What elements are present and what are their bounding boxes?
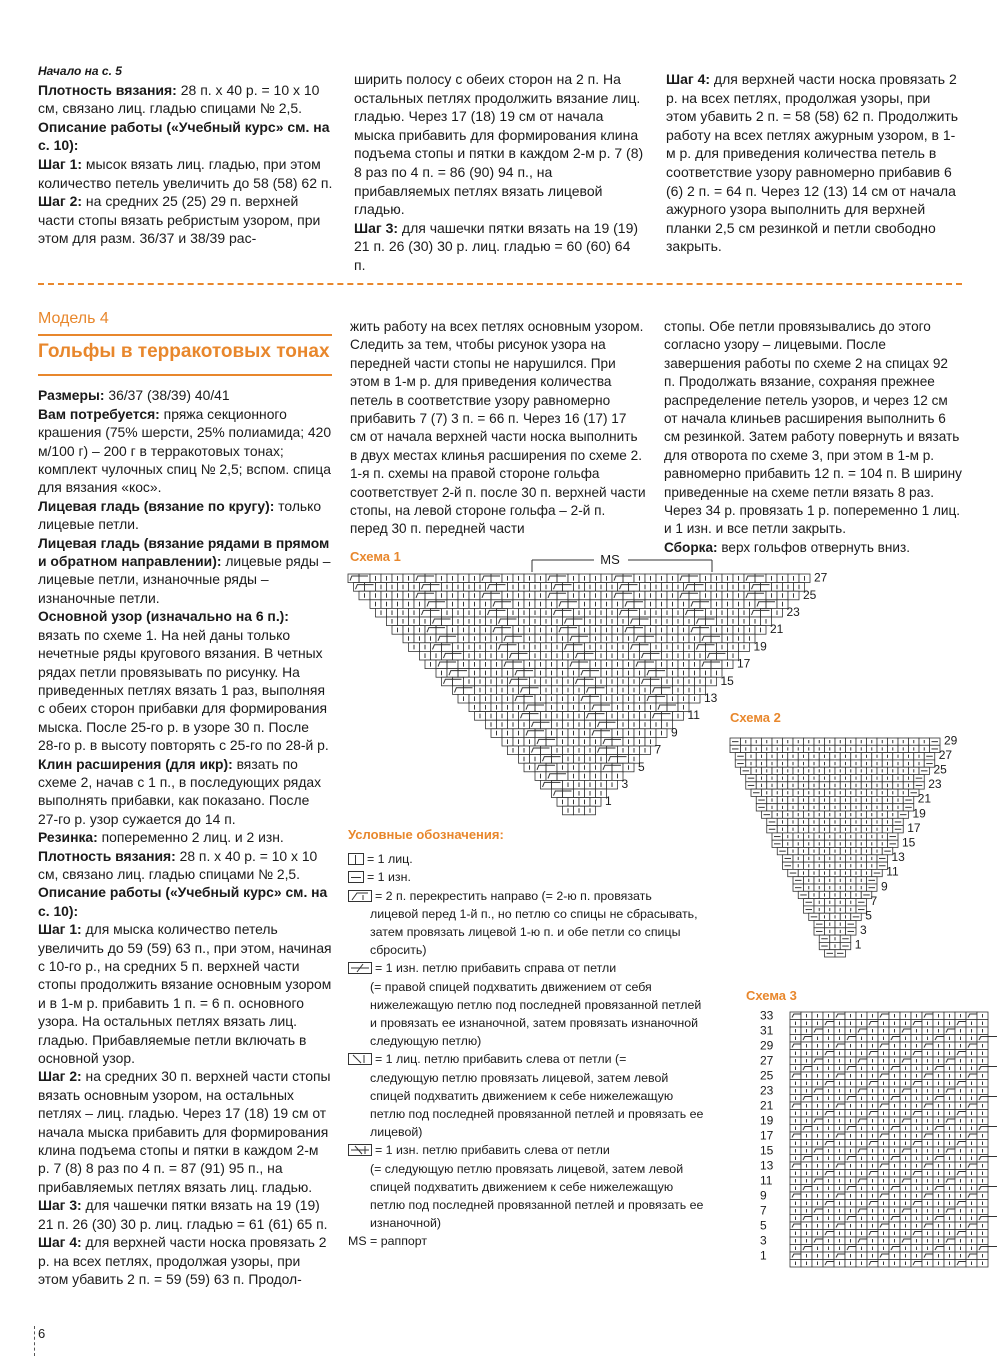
svg-text:1: 1 (854, 937, 862, 952)
svg-text:17: 17 (760, 1128, 774, 1143)
scheme-2-title: Схема 2 (730, 710, 781, 725)
paragraph: Размеры: 36/37 (38/39) 40/41 (38, 387, 230, 404)
paragraph: Шаг 4: для верхней части носка провязать 2 р. на всех петлях, продолжая узоры, при этом убавить 2 п. = 59 (59) 63 п. Продол- (38, 1234, 327, 1287)
scheme-3-chart (756, 1008, 966, 1270)
svg-text:13: 13 (891, 850, 905, 865)
svg-text:21: 21 (917, 791, 932, 806)
continued-note: Начало на с. 5 (38, 64, 122, 78)
svg-text:9: 9 (881, 879, 888, 894)
svg-text:19: 19 (912, 806, 926, 821)
legend-ms: MS = раппорт (348, 1234, 428, 1249)
svg-text:27: 27 (814, 570, 828, 585)
paragraph: стопы. Обе петли провязывались до этого согласно узору – лицевыми. После завершения работы по схеме 2 на спицах 92 п. Продолжать вязание, сохраняя прежнее распределение петель узоров, и через 12 см от начала клиньев расширения выполнить 6 см резинкой. Затем работу повернуть и вязать для отворота по схеме 3, при этом в 1-м р. равномерно прибавить 12 п. = 104 п. В ширину приведенные на схеме петли вязать 8 раз. Через 34 р. провязать 1 р. попеременно 1 лиц. и 1 изн. и все петли закрыть. (664, 319, 962, 537)
page-number: 6 (38, 1326, 46, 1341)
paragraph: Шаг 4: для верхней части носка провязать 2 р. на всех петлях, продолжая узоры, при этом убавить 2 п. = 58 (58) 62 п. Продолжить работу на всех петлях ажурным узором, в 1-м р. для приведения количества петель в соответствие узору равномерно прибавив 6 (6) 2 п. = 64 п. Через 12 (13) 14 см от начала ажурного узора выполнить для верхней планки 2,5 см резинкой и петли свободно закрыть. (666, 71, 959, 255)
scheme-3-grid (760, 1009, 997, 1268)
svg-text:23: 23 (760, 1083, 774, 1098)
model-title: Гольфы в терракотовых тонах (38, 341, 330, 363)
svg-text:9: 9 (671, 725, 678, 740)
svg-text:5: 5 (865, 908, 872, 923)
scheme-2-grid (730, 733, 958, 957)
increase-purl-right-icon (348, 962, 372, 974)
svg-text:7: 7 (654, 742, 662, 757)
svg-text:1: 1 (605, 794, 612, 809)
paragraph: Шаг 1: мысок вязать лиц. гладью, при этом количество петель увеличить до 58 (58) 62 п. (38, 155, 333, 191)
section-divider (38, 283, 962, 285)
legend: Условные обозначения: = 1 лиц. = 1 изн. = 2 п. перекрестить направо (= 2-ю п. провязать лицевой перед 1-й п., но петлю со спицы не сбрасывать, затем провязать лицевой 1-ю п. и обе петли со спицы сбросить) = 1 изн. петлю прибавить справа от петли (= правой спицей подхватить движением от себя нижележащую петлю под последней провязанной петлей и провязать ее изнаночной, затем провязать изнаночной следующую петлю) = 1 лиц. петлю прибавить слева от петли (= следующую петлю провязать лицевой, затем левой спицей подхватить движением к себе нижележащую петлю под последней провязанной петлей и провязать ее лицевой) = 1 изн. петлю прибавить слева от петли (= следующую петлю провязать лицевой, затем левой спицей подхватить движением к себе нижележащую петлю под последней провязанной петлей и провязать ее изнаночной) MS = раппорт (348, 826, 708, 1251)
paragraph: Шаг 2: на средних 25 (25) 29 п. верхней части стопы вязать ребристым узором, при этом для разм. 36/37 и 38/39 рас- (38, 193, 321, 247)
svg-text:27: 27 (760, 1053, 774, 1068)
svg-text:23: 23 (928, 777, 942, 792)
svg-text:31: 31 (760, 1023, 774, 1038)
top-column-2 (354, 70, 644, 275)
legend-item-cross-right: = 2 п. перекрестить направо (= 2-ю п. провязать (348, 887, 708, 905)
paragraph: Плотность вязания: 28 п. х 40 р. = 10 х 10 см, связано лиц. гладью спицами № 2,5. (38, 847, 318, 882)
legend-item-inc-purl-right: = 1 изн. петлю прибавить справа от петли (348, 959, 708, 977)
svg-text:21: 21 (770, 622, 784, 637)
paragraph: жить работу на всех петлях основным узором. Следить за тем, чтобы рисунок узора на передней части стопы не нарушился. При этом в 1-м р. для приведения количества петель в соответствие узору равномерно прибавить 7 (7) 3 п. = 66 п. Через 16 (17) 17 см от начала верхней части носка выполнить в двух местах клинья расширения по схеме 2. 1-я п. схемы на правой стороне гольфа соответствует 2-й п. после 30 п. верхней части стопы, на левой стороне гольфа – 2-й п. перед 30 п. передней части (350, 319, 646, 537)
section-heading: Описание работы («Учебный курс» см. на с. 10): (38, 884, 328, 919)
svg-text:21: 21 (760, 1098, 774, 1113)
svg-text:15: 15 (760, 1143, 774, 1158)
svg-text:3: 3 (621, 777, 629, 791)
paragraph: Лицевая гладь (вязание по кругу): только лицевые петли. (38, 497, 322, 533)
svg-text:23: 23 (786, 605, 800, 619)
scheme-1-title: Схема 1 (350, 549, 401, 564)
model-label: Модель 4 (38, 310, 109, 327)
cross-right-icon (348, 890, 372, 902)
scheme-3-title: Схема 3 (746, 988, 797, 1003)
svg-text:9: 9 (760, 1188, 767, 1203)
paragraph: Шаг 3: для чашечки пятки вязать на 19 (19) 21 п. 26 (30) 30 р. лиц. гладью = 61 (61) 65 п. (38, 1197, 328, 1232)
paragraph: Плотность вязания: 28 п. х 40 р. = 10 х 10 см, связано лиц. гладью спицами № 2,5. (38, 81, 320, 117)
top-column-1 (38, 62, 334, 248)
svg-text:29: 29 (760, 1038, 774, 1053)
svg-text:13: 13 (704, 691, 718, 705)
svg-text:19: 19 (760, 1113, 774, 1128)
paragraph: Шаг 1: для мыска количество петель увеличить до 59 (59) 63 п., при этом, начиная с 10-го р., на средних 5 п. верхней части стопы продолжить вязание основным узором и в 1-м р. прибавить 1 п. = 6 п. основного узора. На остальных петлях вязать лиц. гладью. Прибавляемые петли включать в основной узор. (38, 921, 332, 1067)
model-title-box (38, 334, 332, 376)
paragraph: Основной узор (изначально на 6 п.): вязать по схеме 1. На ней даны только нечетные ряды кругового вязания. В четных рядах петли провязывать по рисунку. На приведенных петлях вязать 1 раз, выполняя с обеих сторон прибавки для формирования мыска. После 25-го р. в узоре 30 п. После 28-го р. в высоту повторять с 25-го по 28-й р. (38, 608, 329, 754)
legend-item-purl: = 1 изн. (348, 868, 708, 886)
paragraph: Резинка: попеременно 2 лиц. и 2 изн. (38, 829, 284, 846)
paragraph: Шаг 2: на средних 30 п. верхней части стопы вязать основным узором, на остальных петлях – лиц. гладью. Через 17 (18) 19 см от начала мыска прибавить для формирования клина подъема стопы и пятки в каждом 2-м р. 7 (8) 8 раз по 4 п. = 87 (91) 95 п., на прибавляемых петлях вязать лиц. гладью. (38, 1068, 331, 1195)
paragraph: Сборка: верх гольфов отвернуть вниз. (664, 539, 911, 555)
svg-text:27: 27 (938, 747, 953, 762)
legend-item-inc-knit-left: = 1 лиц. петлю прибавить слева от петли (= (348, 1050, 708, 1068)
increase-knit-left-icon (348, 1053, 372, 1065)
top-column-3 (666, 70, 962, 256)
paragraph: ширить полосу с обеих сторон на 2 п. На остальных петлях продолжить вязание лиц. гладью. Через 17 (18) 19 см от начала мыска прибавить для формирования клина подъема стопы и пятки в каждом 2-м р. 7 (8) 8 раз по 4 п. = 86 (90) 94 п., на прибавляемых петлях вязать лицевой гладью. (354, 71, 644, 218)
paragraph: Клин расширения (для икр): вязать по схеме 2, начав с 1 п., в последующих рядах выполнять прибавки, как показано. После 27-го р. узор сужается до 14 п. (38, 755, 322, 827)
section-heading: Описание работы («Учебный курс» см. на с. 10): (38, 118, 330, 154)
svg-text:1: 1 (760, 1248, 767, 1263)
svg-text:3: 3 (860, 923, 867, 938)
paragraph: Вам потребуется: пряжа секционного крашения (75% шерсти, 25% полиамида; 420 м/100 г) – 200 г в терракотовых тонах; комплект чулочных спиц № 2,5; вспом. спица для вязания «кос». (38, 405, 332, 496)
svg-text:11: 11 (886, 864, 899, 879)
increase-purl-left-icon (348, 1144, 372, 1156)
legend-item-knit: = 1 лиц. (348, 850, 708, 868)
middle-column (350, 318, 646, 539)
paragraph: Лицевая гладь (вязание рядами в прямом и обратном направлении): лицевые ряды – лицевые петли, изнаночные ряды – изнаночные петли. (38, 534, 331, 606)
legend-title: Условные обозначения: (348, 827, 504, 842)
svg-text:25: 25 (803, 587, 817, 602)
svg-text:5: 5 (638, 759, 645, 774)
svg-text:25: 25 (933, 762, 947, 777)
svg-text:11: 11 (760, 1173, 773, 1188)
knit-symbol-icon (348, 853, 364, 865)
svg-text:17: 17 (737, 656, 751, 671)
paragraph: Шаг 3: для чашечки пятки вязать на 19 (19) 21 п. 26 (30) 30 р. лиц. гладью = 60 (60) 64 п. (354, 219, 639, 273)
ms-bracket (532, 552, 712, 572)
svg-text:17: 17 (907, 820, 921, 835)
svg-text:19: 19 (753, 639, 767, 654)
purl-symbol-icon (348, 871, 364, 883)
svg-text:15: 15 (720, 673, 734, 688)
scheme-2-chart (722, 732, 962, 962)
svg-text:13: 13 (760, 1158, 774, 1173)
svg-text:5: 5 (760, 1218, 767, 1233)
svg-text:7: 7 (760, 1203, 767, 1218)
legend-item-inc-purl-left: = 1 изн. петлю прибавить слева от петли (348, 1141, 708, 1159)
svg-text:7: 7 (870, 893, 878, 908)
svg-text:29: 29 (944, 733, 958, 748)
left-column (38, 310, 332, 1288)
svg-text:33: 33 (760, 1008, 774, 1023)
svg-text:3: 3 (760, 1233, 767, 1248)
svg-text:11: 11 (687, 708, 700, 723)
svg-text:25: 25 (760, 1068, 774, 1083)
ms-label: MS (600, 552, 620, 567)
right-column (664, 318, 962, 557)
svg-text:15: 15 (902, 835, 916, 850)
